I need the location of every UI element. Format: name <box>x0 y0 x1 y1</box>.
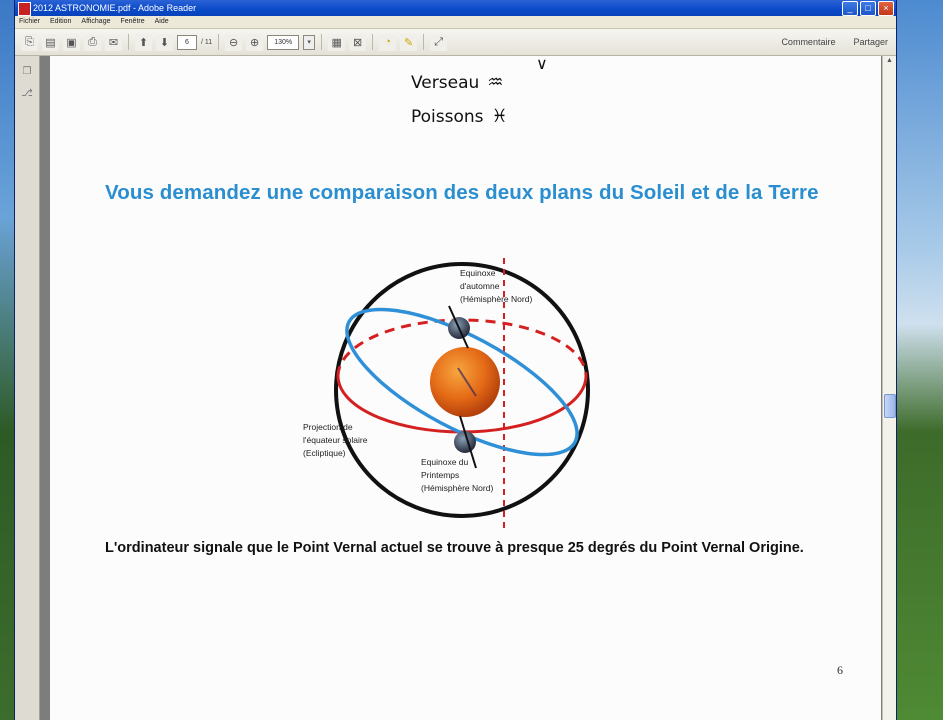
spring-label: Equinoxe du Printemps (Hémisphère Nord) <box>421 457 494 493</box>
page-number: 6 <box>837 663 843 677</box>
menu-edition[interactable]: Edition <box>50 18 72 25</box>
aquarius-icon: ♒ <box>487 72 504 93</box>
ecliptic-label: Projection de l'équateur solaire (Ecliptique) <box>303 422 368 458</box>
zodiac-poissons <box>411 106 508 127</box>
save-icon[interactable]: ▣ <box>63 34 80 51</box>
zoom-input[interactable]: 130% <box>267 35 299 50</box>
toolbar-separator <box>128 34 129 50</box>
zodiac-name: Verseau <box>411 73 480 93</box>
menu-fenetre[interactable]: Fenêtre <box>120 18 145 25</box>
comments-button[interactable]: Commentaire <box>781 37 836 47</box>
desktop-background-right <box>895 0 943 720</box>
previous-page-icon[interactable]: ⬆ <box>135 34 152 51</box>
pages-icon[interactable]: ❐ <box>22 65 32 77</box>
toolbar-separator <box>218 34 219 50</box>
page-number-input[interactable]: 6 <box>177 35 197 50</box>
attachments-icon[interactable]: ⎇ <box>21 87 33 99</box>
paragraph-text: L'ordinateur signale que le Point Vernal actuel se trouve à presque 25 degrés du Point Vernal Origine. <box>105 540 804 556</box>
adobe-reader-icon <box>18 2 31 16</box>
maximize-button[interactable]: □ <box>860 1 876 16</box>
highlight-icon[interactable]: ✎ <box>400 34 417 51</box>
scroll-up-icon[interactable]: ▲ <box>886 57 893 64</box>
toolbar <box>15 29 896 56</box>
section-heading: Vous demandez une comparaison des deux plans du Soleil et de la Terre <box>105 181 819 204</box>
toolbar-separator <box>321 34 322 50</box>
sun-earth-planes-diagram <box>303 256 648 536</box>
email-icon[interactable]: ✉ <box>105 34 122 51</box>
zoom-dropdown-icon[interactable]: ▾ <box>303 35 315 50</box>
zoom-out-icon[interactable]: ⊖ <box>225 34 242 51</box>
close-button[interactable]: × <box>878 1 894 16</box>
zodiac-name: Poissons <box>411 107 484 127</box>
create-pdf-icon[interactable]: ⎘ <box>21 34 38 51</box>
zoom-in-icon[interactable]: ⊕ <box>246 34 263 51</box>
menu-affichage[interactable]: Affichage <box>81 18 111 25</box>
adobe-reader-window <box>14 0 897 720</box>
minimize-button[interactable]: _ <box>842 1 858 16</box>
share-button[interactable]: Partager <box>853 37 888 47</box>
menu-bar <box>15 16 896 29</box>
vertical-scrollbar[interactable] <box>882 56 896 720</box>
zodiac-cutoff-line: ∨ <box>536 54 548 73</box>
autumn-label: Equinoxe d'automne (Hémisphère Nord) <box>460 268 533 304</box>
menu-fichier[interactable]: Fichier <box>19 18 41 25</box>
toolbar-separator <box>423 34 424 50</box>
fit-page-icon[interactable]: ▦ <box>328 34 345 51</box>
zodiac-verseau <box>411 72 503 93</box>
next-page-icon[interactable]: ⬇ <box>156 34 173 51</box>
window-title: 2012 ASTRONOMIE.pdf - Adobe Reader <box>33 3 197 13</box>
pdf-page <box>50 56 881 720</box>
toolbar-separator <box>372 34 373 50</box>
comment-icon[interactable]: ◔ <box>379 34 396 51</box>
fit-width-icon[interactable]: ⊠ <box>349 34 366 51</box>
menu-aide[interactable]: Aide <box>154 18 169 25</box>
page-total: / 11 <box>201 38 213 46</box>
open-icon[interactable]: ▤ <box>42 34 59 51</box>
title-bar[interactable] <box>15 0 896 16</box>
scrollbar-thumb[interactable] <box>884 394 896 418</box>
pisces-icon: ♓ <box>491 106 508 127</box>
sun-icon <box>430 347 500 417</box>
desktop-background-left <box>0 0 14 720</box>
document-viewer <box>15 56 896 720</box>
expand-icon[interactable]: ⤢ <box>430 34 447 51</box>
navigation-panel <box>15 56 40 720</box>
print-icon[interactable]: ⎙ <box>84 34 101 51</box>
